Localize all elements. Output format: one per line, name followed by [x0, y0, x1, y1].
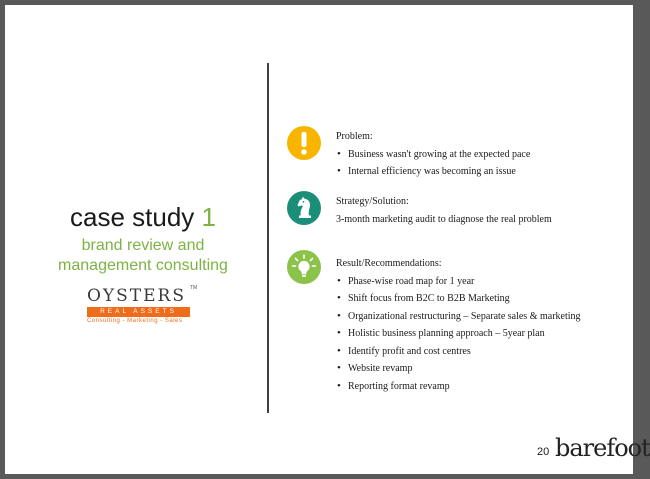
list-item: • Website revamp — [336, 360, 581, 378]
chess-knight-icon — [287, 191, 321, 225]
oysters-logo — [87, 287, 199, 331]
results-section — [336, 255, 581, 395]
strategy-section — [336, 193, 552, 228]
logo-name: OYSTERS — [87, 286, 186, 306]
list-item: • Business wasn't growing at the expected pace — [336, 146, 530, 164]
page-number: 20 — [537, 446, 550, 458]
results-list — [336, 273, 581, 396]
case-study-subtitle — [33, 236, 253, 276]
list-item: • Shift focus from B2C to B2B Marketing — [336, 290, 581, 308]
problem-section — [336, 128, 530, 181]
lightbulb-icon — [287, 250, 321, 284]
barefoot-logo: barefoot — [555, 434, 650, 462]
exclamation-icon — [287, 126, 321, 160]
logo-trademark: TM — [190, 285, 198, 291]
case-study-title-text: case study — [70, 202, 202, 232]
list-item: • Internal efficiency was becoming an issue — [336, 163, 530, 181]
results-heading: Result/Recommendations: — [336, 258, 442, 269]
logo-tagline: Consulting - Marketing - Sales — [87, 318, 183, 324]
list-item: • Phase-wise road map for 1 year — [336, 273, 581, 291]
logo-bar: REAL ASSETS — [87, 307, 190, 317]
list-item: • Holistic business planning approach – 5year plan — [336, 325, 581, 343]
vertical-divider — [267, 63, 269, 413]
strategy-text: 3-month marketing audit to diagnose the real problem — [336, 213, 552, 225]
strategy-heading: Strategy/Solution: — [336, 196, 409, 207]
subtitle-line-1: brand review and — [81, 237, 205, 254]
list-item: • Reporting format revamp — [336, 378, 581, 396]
problem-list — [336, 146, 530, 181]
problem-heading: Problem: — [336, 131, 373, 142]
list-item: • Organizational restructuring – Separate sales & marketing — [336, 308, 581, 326]
subtitle-line-2: management consulting — [58, 257, 228, 274]
list-item: • Identify profit and cost centres — [336, 343, 581, 361]
slide — [5, 5, 650, 474]
case-study-number: 1 — [201, 202, 216, 232]
case-study-title — [45, 202, 241, 233]
